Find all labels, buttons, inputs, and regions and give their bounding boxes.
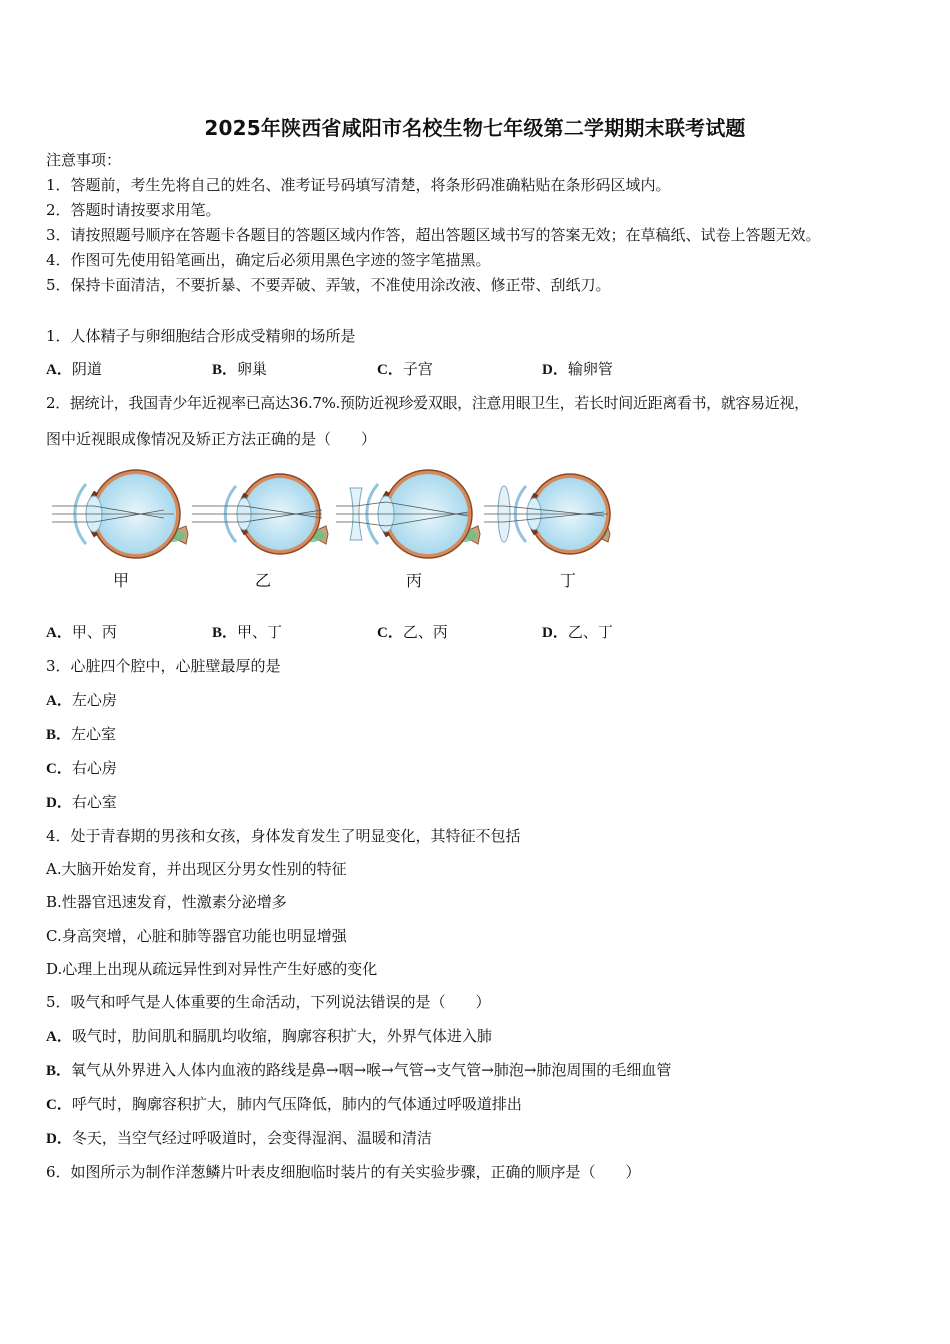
- question-3-stem: 3．心脏四个腔中，心脏壁最厚的是: [46, 657, 281, 675]
- option-letter: C.: [46, 927, 62, 945]
- question-2-stem-line2: 图中近视眼成像情况及矫正方法正确的是（ ）: [46, 430, 377, 448]
- option-c: [377, 622, 448, 643]
- notice-item: 1．答题前，考生先将自己的姓名、准考证号码填写清楚，将条形码准确粘贴在条形码区域内。: [46, 176, 671, 194]
- question-6-stem: 6．如图所示为制作洋葱鳞片叶表皮细胞临时装片的有关实验步骤，正确的顺序是（ ）: [46, 1163, 641, 1181]
- option-letter: C．: [377, 362, 403, 378]
- option-letter: B．: [212, 625, 238, 641]
- option-text: 输卵管: [567, 360, 613, 378]
- option-letter: C．: [46, 761, 72, 777]
- option-letter: D．: [46, 1131, 72, 1147]
- figure-label-yi: 乙: [254, 571, 271, 590]
- notice-heading: 注意事项：: [46, 151, 122, 169]
- option-d: [46, 1128, 432, 1149]
- question-5-stem: 5．吸气和呼气是人体重要的生命活动，下列说法错误的是（ ）: [46, 993, 491, 1011]
- option-d: [46, 792, 117, 813]
- option-text: 甲、丁: [237, 623, 283, 641]
- option-letter: D．: [46, 795, 72, 811]
- question-1-stem: 1．人体精子与卵细胞结合形成受精卵的场所是: [46, 327, 356, 345]
- option-text: 卵巢: [237, 360, 268, 378]
- figure-label-bing: 丙: [405, 571, 422, 590]
- option-letter: A．: [46, 693, 72, 709]
- option-text: 右心房: [71, 759, 117, 777]
- option-c: [377, 359, 433, 380]
- option-letter: B．: [212, 362, 238, 378]
- option-b: [212, 622, 282, 643]
- option-a: [46, 622, 117, 643]
- option-letter: C．: [46, 1097, 72, 1113]
- option-b: [46, 892, 287, 912]
- option-c: [46, 1094, 522, 1115]
- option-letter: D．: [542, 625, 568, 641]
- notice-item: 5．保持卡面清洁，不要折暴、不要弄破、弄皱，不准使用涂改液、修正带、刮纸刀。: [46, 276, 611, 294]
- option-d: [542, 359, 613, 380]
- option-text: 子宫: [402, 360, 433, 378]
- option-d: [46, 959, 377, 979]
- notice-item: 3．请按照题号顺序在答题卡各题目的答题区域内作答，超出答题区域书写的答案无效；在草稿纸、试卷上答题无效。: [46, 226, 821, 244]
- option-letter: A．: [46, 362, 72, 378]
- option-letter: A．: [46, 625, 72, 641]
- option-b: [46, 1060, 671, 1081]
- option-text: 甲、丙: [71, 623, 117, 641]
- option-text: 身高突增，心脏和肺等器官功能也明显增强: [61, 927, 347, 945]
- option-text: 吸气时，肋间肌和膈肌均收缩，胸廓容积扩大，外界气体进入肺: [71, 1027, 492, 1045]
- option-d: [542, 622, 613, 643]
- option-text: 右心室: [71, 793, 117, 811]
- option-text: 呼气时，胸廓容积扩大，肺内气压降低，肺内的气体通过呼吸道排出: [71, 1095, 522, 1113]
- option-text: 大脑开始发育，并出现区分男女性别的特征: [61, 860, 347, 878]
- notice-item: 2．答题时请按要求用笔。: [46, 201, 221, 219]
- notice-item: 4．作图可先使用铅笔画出，确定后必须用黑色字迹的签字笔描黑。: [46, 251, 491, 269]
- option-text: 冬天，当空气经过呼吸道时，会变得湿润、温暖和清洁: [71, 1129, 432, 1147]
- option-c: [46, 926, 347, 946]
- option-text: 左心房: [71, 691, 117, 709]
- option-letter: B.: [46, 893, 62, 911]
- option-text: 阴道: [71, 360, 102, 378]
- option-letter: D.: [46, 960, 63, 978]
- option-text: 乙、丙: [402, 623, 448, 641]
- option-letter: D．: [542, 362, 568, 378]
- option-a: [46, 359, 102, 380]
- option-b: [212, 359, 267, 380]
- option-letter: B．: [46, 727, 72, 743]
- option-a: [46, 690, 117, 711]
- option-letter: C．: [377, 625, 403, 641]
- option-text: 性器官迅速发育，性激素分泌增多: [61, 893, 287, 911]
- question-4-stem: 4．处于青春期的男孩和女孩，身体发育发生了明显变化，其特征不包括: [46, 827, 521, 845]
- eye-ding: [484, 474, 610, 554]
- option-text: 心理上出现从疏远异性到对异性产生好感的变化: [62, 960, 378, 978]
- option-a: [46, 859, 347, 879]
- option-c: [46, 758, 117, 779]
- option-text: 左心室: [71, 725, 117, 743]
- option-letter: B．: [46, 1063, 72, 1079]
- eye-yi: [192, 474, 328, 554]
- option-text: 乙、丁: [567, 623, 613, 641]
- option-letter: A．: [46, 1029, 72, 1045]
- figure-label-ding: 丁: [559, 571, 576, 590]
- option-text: 氧气从外界进入人体内血液的路线是鼻→咽→喉→气管→支气管→肺泡→肺泡周围的毛细血管: [71, 1061, 672, 1079]
- eye-jia: [52, 470, 188, 558]
- figure-label-jia: 甲: [112, 571, 129, 590]
- question-2-stem-line1: 2．据统计，我国青少年近视率已高达36.7%.预防近视珍爱双眼，注意用眼卫生，若长时间近距离看书，就容易近视，: [46, 394, 809, 412]
- option-letter: A.: [46, 860, 62, 878]
- option-b: [46, 724, 116, 745]
- question-2-options: [46, 622, 906, 642]
- page-title: 2025年陕西省咸阳市名校生物七年级第二学期期末联考试题: [204, 116, 746, 140]
- eye-bing: [336, 470, 480, 558]
- question-1-options: [46, 359, 906, 379]
- option-a: [46, 1026, 492, 1047]
